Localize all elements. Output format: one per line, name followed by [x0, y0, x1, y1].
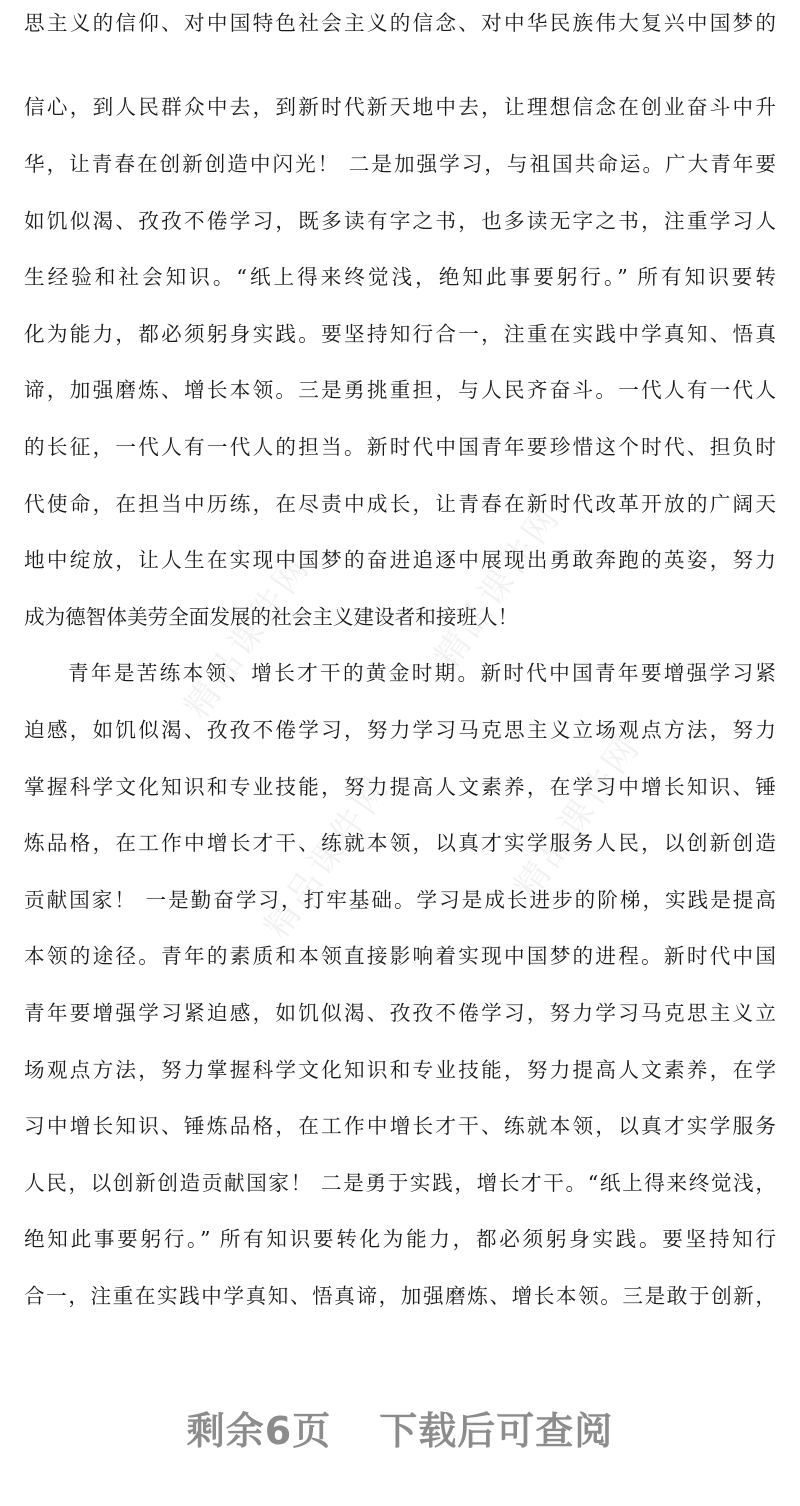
text-line: 本领的途径。青年的素质和本领直接影响着实现中国梦的进程。新时代中国 [24, 944, 776, 968]
text-line: 人民，以创新创造贡献国家！ 二是勇于实践，增长才干。“纸上得来终觉浅， [24, 1171, 776, 1195]
paragraph-first-line: 青年是苦练本领、增长才干的黄金时期。新时代中国青年要增强学习紧 [68, 661, 776, 685]
download-to-view-label: 下载后可查阅 [379, 1409, 614, 1453]
watermark: 精品课件网 [506, 727, 649, 906]
text-line: 青年要增强学习紧迫感，如饥似渴、孜孜不倦学习，努力学习马克思主义立 [24, 1001, 776, 1025]
text-line: 地中绽放，让人生在实现中国梦的奋进追逐中展现出勇敢奔跑的英姿，努力 [24, 548, 776, 572]
watermark: 精品课件网 [176, 547, 319, 726]
text-line: 华，让青春在创新创造中闪光！ 二是加强学习，与祖国共命运。广大青年要 [24, 152, 776, 176]
text-line: 习中增长知识、锤炼品格，在工作中增长才干、练就本领，以真才实学服务 [24, 1114, 776, 1138]
text-line: 代使命，在担当中历练，在尽责中成长，让青春在新时代改革开放的广阔天 [24, 492, 776, 516]
text-line: 贡献国家！ 一是勤奋学习，打牢基础。学习是成长进步的阶梯，实践是提高 [24, 888, 776, 912]
text-line: 绝知此事要躬行。” 所有知识要转化为能力，都必须躬身实践。要坚持知行 [24, 1227, 776, 1251]
text-line: 谛，加强磨炼、增长本领。三是勇挑重担，与人民齐奋斗。一代人有一代人 [24, 378, 776, 402]
text-line: 的长征，一代人有一代人的担当。新时代中国青年要珍惜这个时代、担负时 [24, 435, 776, 459]
text-line: 合一，注重在实践中学真知、悟真谛，加强磨炼、增长本领。三是敢于创新， [24, 1284, 776, 1308]
text-line: 迫感，如饥似渴、孜孜不倦学习，努力学习马克思主义立场观点方法，努力 [24, 718, 776, 742]
text-line: 化为能力，都必须躬身实践。要坚持知行合一，注重在实践中学真知、悟真 [24, 322, 776, 346]
watermark: 精品课件网 [256, 767, 399, 946]
text-line: 思主义的信仰、对中国特色社会主义的信念、对中华民族伟大复兴中国梦的 [24, 11, 776, 35]
download-notice[interactable] [0, 1400, 800, 1455]
text-line: 掌握科学文化知识和专业技能，努力提高人文素养，在学习中增长知识、锤 [24, 775, 776, 799]
text-line: 如饥似渴、孜孜不倦学习，既多读有字之书，也多读无字之书，注重学习人 [24, 209, 776, 233]
text-line: 成为德智体美劳全面发展的社会主义建设者和接班人！ [24, 605, 519, 629]
text-line: 炼品格，在工作中增长才干、练就本领，以真才实学服务人民，以创新创造 [24, 831, 776, 855]
remaining-pages-label: 剩余6页 [186, 1409, 332, 1453]
text-line: 信心，到人民群众中去，到新时代新天地中去，让理想信念在创业奋斗中升 [24, 95, 776, 119]
text-line: 生经验和社会知识。“纸上得来终觉浅，绝知此事要躬行。” 所有知识要转 [24, 265, 776, 289]
text-line: 场观点方法，努力掌握科学文化知识和专业技能，努力提高人文素养，在学 [24, 1058, 776, 1082]
watermark: 精品课件网 [426, 497, 569, 676]
